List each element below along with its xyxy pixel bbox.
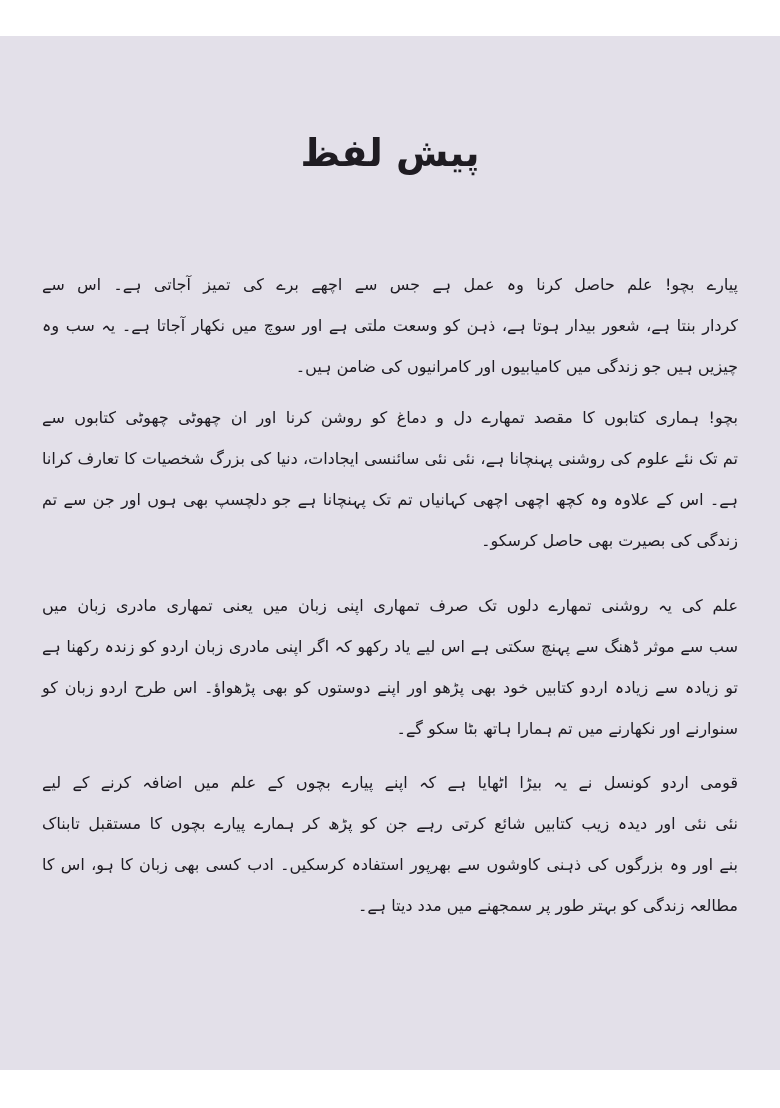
page-title: پیش لفظ bbox=[300, 131, 480, 175]
paragraph-4-line-3: بنے اور وہ بزرگوں کی ذہنی کاوشوں سے بھرپور استفادہ کرسکیں۔ ادب کسی بھی زبان کا ہو، اس کا bbox=[42, 855, 738, 874]
paragraph-1 bbox=[42, 264, 738, 387]
paragraph-3 bbox=[42, 585, 738, 749]
paragraph-2-line-3: ہے۔ اس کے علاوہ وہ کچھ اچھی اچھی کہانیاں تم تک پہنچانا ہے جو دلچسپ بھی ہوں اور جن سے تم bbox=[42, 490, 738, 509]
paragraph-3-line-2: سب سے موثر ڈھنگ سے پہنچ سکتی ہے اس لیے یاد رکھو کہ اگر اپنی مادری زبان اردو کو زندہ رکھنا ہے bbox=[42, 637, 738, 656]
paragraph-1-line-1: پیارے بچو! علم حاصل کرنا وہ عمل ہے جس سے اچھے برے کی تمیز آجاتی ہے۔ اس سے bbox=[42, 275, 738, 294]
paragraph-3-line-3: تو زیادہ سے زیادہ اردو کتابیں خود بھی پڑھو اور اپنے دوستوں کو بھی پڑھواؤ۔ اس طرح اردو زبان کو bbox=[42, 678, 738, 697]
paragraph-4-line-1: قومی اردو کونسل نے یہ بیڑا اٹھایا ہے کہ اپنے پیارے بچوں کے علم میں اضافہ کرنے کے لیے bbox=[42, 773, 738, 792]
paragraph-2 bbox=[42, 397, 738, 561]
paragraph-1-line-2: کردار بنتا ہے، شعور بیدار ہوتا ہے، ذہن کو وسعت ملتی ہے اور سوچ میں نکھار آجاتا ہے۔ یہ سب وہ bbox=[42, 316, 738, 335]
document-page bbox=[0, 36, 780, 1070]
paragraph-2-line-1: بچو! ہماری کتابوں کا مقصد تمھارے دل و دماغ کو روشن کرنا اور ان چھوٹی چھوٹی کتابوں سے bbox=[42, 408, 738, 427]
paragraph-3-line-4: سنوارنے اور نکھارنے میں تم ہمارا ہاتھ بٹا سکو گے۔ bbox=[396, 719, 738, 738]
paragraph-3-line-1: علم کی یہ روشنی تمھارے دلوں تک صرف تمھاری اپنی زبان میں یعنی تمھاری مادری زبان میں bbox=[42, 596, 738, 615]
paragraph-4 bbox=[42, 762, 738, 926]
paragraph-4-line-4: مطالعہ زندگی کو بہتر طور پر سمجھنے میں مدد دیتا ہے۔ bbox=[358, 896, 738, 915]
paragraph-2-line-4: زندگی کی بصیرت بھی حاصل کرسکو۔ bbox=[481, 531, 738, 550]
paragraph-2-line-2: تم تک نئے علوم کی روشنی پہنچانا ہے، نئی نئی سائنسی ایجادات، دنیا کی بزرگ شخصیات کا تعارف کرانا bbox=[42, 449, 738, 468]
paragraph-4-line-2: نئی نئی اور دیدہ زیب کتابیں شائع کرتی رہے جن کو پڑھ کر ہمارے پیارے بچوں کا مستقبل تابناک bbox=[42, 814, 738, 833]
paragraph-1-line-3: چیزیں ہیں جو زندگی میں کامیابیوں اور کامرانیوں کی ضامن ہیں۔ bbox=[295, 357, 738, 376]
body-text bbox=[42, 264, 738, 926]
